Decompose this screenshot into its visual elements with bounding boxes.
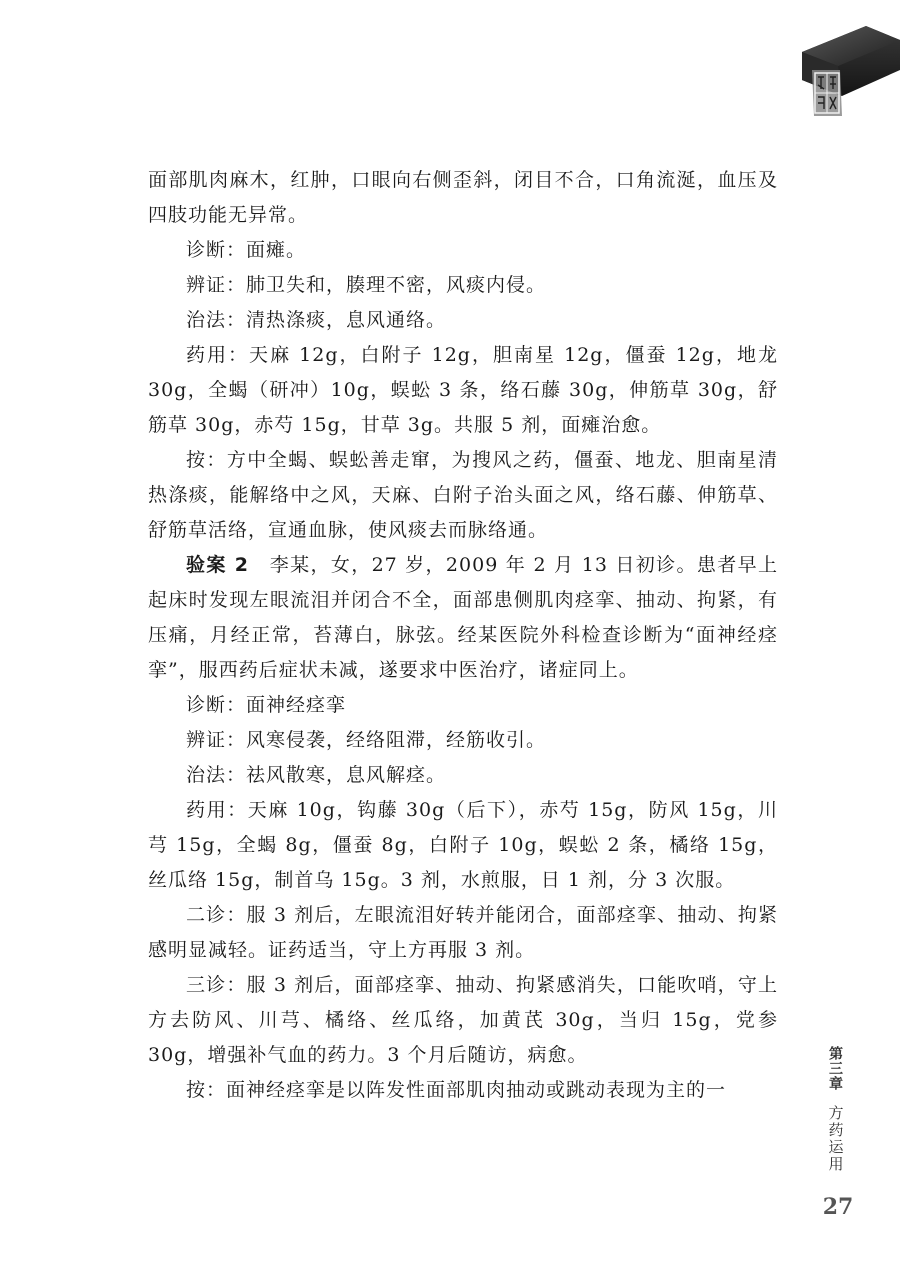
paragraph-second-visit: 二诊：服 3 剂后，左眼流泪好转并能闭合，面部痉挛、抽动、拘紧感明显减轻。证药适当，守上方再服 3 剂。 [148,904,778,961]
paragraph-third-visit: 三诊：服 3 剂后，面部痉挛、抽动、拘紧感消失，口能吹哨，守上方去防风、川芎、橘络、丝瓜络，加黄芪 30g，当归 15g，党参 30g，增强补气血的药力。3 个月后随访，病愈。 [148,974,778,1066]
paragraph-prescription-2: 药用：天麻 10g，钩藤 30g（后下），赤芍 15g，防风 15g，川芎 15g，全蝎 8g，僵蚕 8g，白附子 10g，蜈蚣 2 条，橘络 15g，丝瓜络 15g，制首乌 15g。3 剂，水煎服，日 1 剂，分 3 次服。 [148,799,778,891]
paragraph-pattern-2: 辨证：风寒侵袭，经络阻滞，经筋收引。 [186,729,547,751]
seal-block-icon [788,0,900,120]
seal-logo [788,0,900,120]
page-number: 27 [822,1194,854,1220]
paragraph-continued: 面部肌肉麻木，红肿，口眼向右侧歪斜，闭目不合，口角流涎，血压及四肢功能无异常。 [148,169,778,226]
paragraph-prescription: 药用：天麻 12g，白附子 12g，胆南星 12g，僵蚕 12g，地龙 30g，全蝎（研冲）10g，蜈蚣 3 条，络石藤 30g，伸筋草 30g，舒筋草 30g，赤芍 15g，甘草 3g。共服 5 剂，面瘫治愈。 [148,344,778,436]
body-text [148,163,778,1108]
paragraph-case-2 [148,548,778,688]
chapter-marker [810,1046,860,1173]
chapter-number: 第三章 [827,1046,843,1091]
paragraph-diagnosis: 诊断：面瘫。 [186,239,307,261]
case-2-text: 李某，女，27 岁，2009 年 2 月 13 日初诊。患者早上起床时发现左眼流泪并闭合不全，面部患侧肌肉痉挛、抽动、拘紧，有压痛，月经正常，苔薄白，脉弦。经某医院外科检查诊断为“面神经痉挛”，服西药后症状未减，遂要求中医治疗，诸症同上。 [148,554,778,681]
case-heading: 验案 2 [186,554,249,576]
paragraph-pattern: 辨证：肺卫失和，腠理不密，风痰内侵。 [186,274,547,296]
paragraph-note-2: 按：面神经痉挛是以阵发性面部肌肉抽动或跳动表现为主的一 [186,1079,727,1101]
paragraph-diagnosis-2: 诊断：面神经痉挛 [186,694,347,716]
paragraph-treatment-2: 治法：祛风散寒，息风解痉。 [186,764,447,786]
paragraph-treatment: 治法：清热涤痰，息风通络。 [186,309,447,331]
chapter-title: 方药运用 [826,1105,845,1173]
paragraph-note: 按：方中全蝎、蜈蚣善走窜，为搜风之药，僵蚕、地龙、胆南星清热涤痰，能解络中之风，天麻、白附子治头面之风，络石藤、伸筋草、舒筋草活络，宣通血脉，使风痰去而脉络通。 [148,449,778,541]
